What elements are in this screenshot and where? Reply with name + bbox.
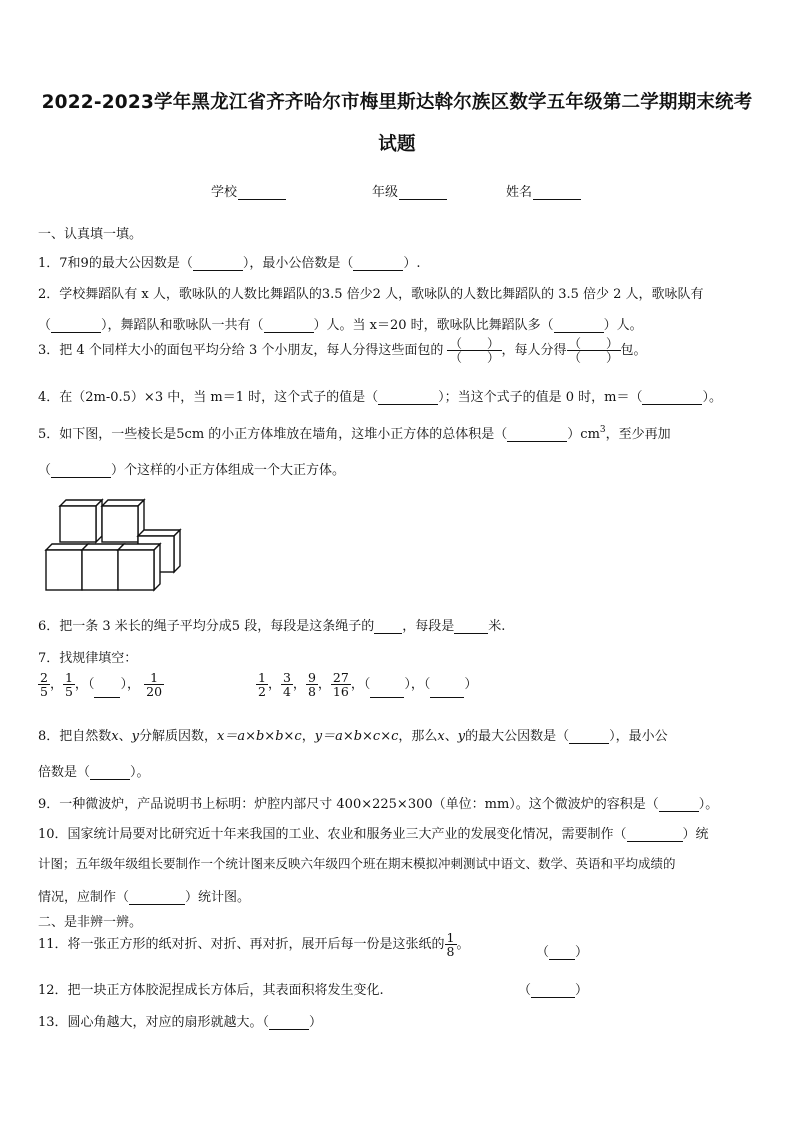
q7-s1-blank[interactable] [94, 684, 120, 698]
q7-s2-frac-3 [306, 671, 318, 698]
q7-paren: （ [87, 677, 95, 693]
name-blank[interactable] [533, 186, 581, 200]
question-5-line2 [38, 459, 345, 478]
q7-comma: ， [350, 677, 364, 693]
q8-var-x: x [111, 729, 119, 744]
q11-text-a: 11．将一张正方形的纸对折、对折、再对折，展开后每一份是这张纸的 [38, 937, 445, 953]
q7-s2-frac-4 [331, 671, 351, 698]
q7-paren: ） [464, 677, 478, 693]
q7-comma: ， [126, 677, 140, 693]
q1-text-a: 1．7和9的最大公因数是（ [38, 256, 193, 271]
q7-s1-frac-last [144, 671, 164, 698]
q4-blank-2[interactable] [642, 391, 702, 405]
q8-text-h: ）。 [130, 765, 150, 780]
q7-paren: ） [120, 677, 127, 693]
cube-top-left [60, 500, 102, 542]
q10-blank-1[interactable] [627, 828, 683, 842]
q5-superscript: 3 [599, 425, 606, 435]
q7-s2-f1-d: 2 [258, 684, 266, 700]
q7-s2-f4-d: 16 [332, 684, 349, 700]
q7-paren: （ [423, 677, 431, 693]
q10-text-c: 情况，应制作（ [38, 890, 130, 905]
q11-blank[interactable] [549, 946, 575, 960]
q5-blank-1[interactable] [507, 428, 567, 442]
q7-comma: ， [317, 677, 331, 693]
q6-text-a: 6．把一条 3 米长的绳子平均分成5 段，每段是这条绳子的 [38, 619, 375, 634]
q6-text-c: 米. [488, 619, 506, 634]
q7-comma: ， [74, 677, 88, 693]
q5-text-c: ，至少再加 [605, 427, 671, 442]
q3-fraction-blank-2[interactable] [567, 337, 621, 364]
q3-text-a: 3．把 4 个同样大小的面包平均分给 3 个小朋友，每人分得这些面包的 [38, 343, 444, 359]
q8-var-y: y [131, 729, 139, 744]
q2-blank-1[interactable] [51, 319, 101, 333]
q6-blank-2[interactable] [454, 620, 488, 634]
q12-paren-open: （ [518, 983, 532, 998]
q2-blank-3[interactable] [554, 319, 604, 333]
question-8-line2 [38, 761, 150, 780]
question-7-sequence-2 [256, 671, 477, 698]
q12-blank[interactable] [531, 984, 575, 998]
q7-s2-frac-2 [281, 671, 293, 698]
cube-bottom-3 [118, 544, 160, 590]
q7-s1-f2-n: 1 [64, 670, 73, 685]
q9-text-b: ）。 [698, 797, 719, 812]
q7-s1-f1-d: 5 [40, 684, 48, 700]
q11-text-b: 。 [456, 937, 470, 953]
question-7-sequence-1 [38, 671, 164, 698]
q2-text-a: （ [38, 318, 52, 333]
school-field [211, 181, 286, 200]
q13-text-b: ） [309, 1015, 323, 1030]
school-label: 学校 [211, 185, 238, 200]
question-1 [38, 252, 420, 271]
q8-text-a: 8．把自然数 [38, 729, 112, 744]
question-10-line3 [38, 886, 250, 905]
q10-text-b: ）统 [682, 827, 709, 842]
q13-text-a: 13．圆心角越大，对应的扇形就越大。（ [38, 1015, 270, 1030]
q1-text-b: ），最小公倍数是（ [242, 256, 354, 271]
q2-text-d: ）人。 [603, 318, 643, 333]
q7-paren: （ [363, 677, 371, 693]
cube-stack-figure [44, 496, 184, 594]
section-heading-1: 一、认真填一填。 [38, 227, 143, 242]
question-11 [38, 931, 470, 958]
q9-text-a: 9．一种微波炉，产品说明书上标明：炉腔内部尺寸 400×225×300（单位：mm）。这个微波炉的容积是（ [38, 797, 659, 812]
q7-s2-f4-n: 27 [332, 670, 349, 685]
q7-comma: ， [292, 677, 306, 693]
q7-comma: ， [267, 677, 281, 693]
q7-s1-frac-2 [63, 671, 75, 698]
q8-x-expression: x＝a×b×b×c [217, 729, 302, 744]
q1-blank-2[interactable] [353, 257, 403, 271]
q3-f1-num: （ ） [449, 336, 500, 351]
q8-blank-2[interactable] [90, 766, 130, 780]
q1-blank-1[interactable] [193, 257, 243, 271]
q4-blank-1[interactable] [378, 391, 438, 405]
q11-fraction [445, 931, 457, 958]
q2-text-c: ）人。当 x＝20 时，歌咏队比舞蹈队多（ [313, 318, 554, 333]
q7-s2-f2-n: 3 [282, 670, 291, 685]
grade-label: 年级 [372, 185, 399, 200]
page-title: 2022-2023学年黑龙江省齐齐哈尔市梅里斯达斡尔族区数学五年级第二学期期末统考 [41, 92, 753, 113]
q7-s1-fl-d: 20 [146, 684, 163, 700]
q11-paren-close: ） [575, 945, 589, 960]
q13-blank[interactable] [269, 1016, 309, 1030]
question-4 [38, 386, 722, 405]
question-2-line1: 2．学校舞蹈队有 x 人，歌咏队的人数比舞蹈队的3.5 倍少2 人，歌咏队的人数比舞蹈队的 3.5 倍少 2 人，歌咏队有 [38, 287, 704, 302]
page-title-line2: 试题 [378, 134, 416, 155]
q7-s2-f3-d: 8 [307, 684, 316, 700]
q6-blank-1[interactable] [374, 620, 402, 634]
q3-fraction-blank-1[interactable] [447, 337, 501, 364]
q2-blank-2[interactable] [264, 319, 314, 333]
question-5-line1 [38, 423, 671, 442]
question-7-heading: 7．找规律填空： [38, 651, 138, 666]
q11-answer [536, 941, 588, 960]
q3-text-b: ，每人分得 [501, 343, 567, 359]
question-10-line2: 计图；五年级年级组长要制作一个统计图来反映六年级四个班在期末模拟冲刺测试中语文、数学、英语和平均成绩的 [38, 856, 676, 871]
q8-text-f: ），最小公 [609, 729, 668, 744]
grade-field [372, 181, 447, 200]
q1-text-c: ）. [403, 256, 421, 271]
q4-text-b: ）；当这个式子的值是 0 时，m＝（ [438, 390, 643, 405]
q8-blank-1[interactable] [569, 730, 609, 744]
q5-text-e: ）个这样的小正方体组成一个大正方体。 [111, 463, 346, 478]
q7-s1-f2-d: 5 [64, 684, 73, 700]
question-6 [38, 615, 505, 634]
q6-text-b: ，每段是 [402, 619, 455, 634]
question-10-line1 [38, 823, 709, 842]
q8-sep: 、 [118, 729, 132, 744]
q12-answer [518, 979, 588, 998]
q7-comma: ， [410, 677, 424, 693]
q8-text-g: 倍数是（ [38, 765, 91, 780]
q7-s1-frac-1 [38, 671, 50, 698]
q5-blank-2[interactable] [51, 464, 111, 478]
grade-blank[interactable] [399, 186, 447, 200]
q8-sep2: 、 [444, 729, 458, 744]
q3-text-c: 包。 [620, 343, 647, 359]
q7-s2-blank-2[interactable] [430, 684, 464, 698]
q8-var-y2: y [457, 729, 466, 744]
q8-y-expression: y＝a×b×c×c [314, 729, 399, 744]
q5-text-d: （ [38, 463, 52, 478]
q7-paren: ） [404, 677, 411, 693]
q4-text-a: 4．在（2m-0.5）×3 中，当 m＝1 时，这个式子的值是（ [38, 390, 379, 405]
q11-num: 1 [446, 930, 455, 945]
q7-s1-f1-n: 2 [40, 670, 48, 685]
q10-text-a: 10．国家统计局要对比研究近十年来我国的工业、农业和服务业三大产业的发展变化情况，需要制作（ [38, 827, 627, 842]
question-2-line2 [38, 314, 643, 333]
q10-blank-2[interactable] [129, 891, 185, 905]
q5-text-b: ）cm [567, 427, 600, 442]
q8-text-c: ， [301, 729, 315, 744]
q3-f1-den: （ ） [449, 350, 500, 366]
q8-var-x2: x [437, 729, 445, 744]
q11-paren-open: （ [536, 945, 550, 960]
question-12: 12．把一块正方体胶泥捏成长方体后，其表面积将发生变化. [38, 983, 384, 998]
q3-f2-num: （ ） [568, 336, 619, 351]
q3-f2-den: （ ） [568, 350, 619, 366]
q7-s2-f2-d: 4 [282, 684, 291, 700]
question-13 [38, 1011, 322, 1030]
q8-text-b: 分解质因数， [139, 729, 218, 744]
q8-text-e: 的最大公因数是（ [465, 729, 570, 744]
q9-blank[interactable] [659, 798, 699, 812]
name-field [506, 181, 581, 200]
q7-s1-fl-n: 1 [144, 671, 164, 685]
q12-paren-close: ） [575, 983, 589, 998]
q5-text-a: 5．如下图，一些棱长是5cm 的小正方体堆放在墙角，这堆小正方体的总体积是（ [38, 427, 508, 442]
name-label: 姓名 [506, 185, 533, 200]
q8-text-d: ，那么 [398, 729, 438, 744]
school-blank[interactable] [238, 186, 286, 200]
q7-s2-f1-n: 1 [258, 670, 266, 685]
question-9 [38, 793, 718, 812]
q4-text-c: ）。 [702, 390, 722, 405]
q7-comma: ， [49, 677, 63, 693]
q7-s2-f3-n: 9 [307, 670, 316, 685]
question-3 [38, 337, 647, 364]
question-8-line1 [38, 725, 668, 744]
q11-den: 8 [446, 944, 455, 960]
q7-s2-frac-1 [256, 671, 268, 698]
q7-s2-blank-1[interactable] [370, 684, 404, 698]
section-heading-2: 二、是非辨一辨。 [38, 915, 143, 930]
q2-text-b: ），舞蹈队和歌咏队一共有（ [101, 318, 264, 333]
q10-text-d: ）统计图。 [185, 890, 251, 905]
